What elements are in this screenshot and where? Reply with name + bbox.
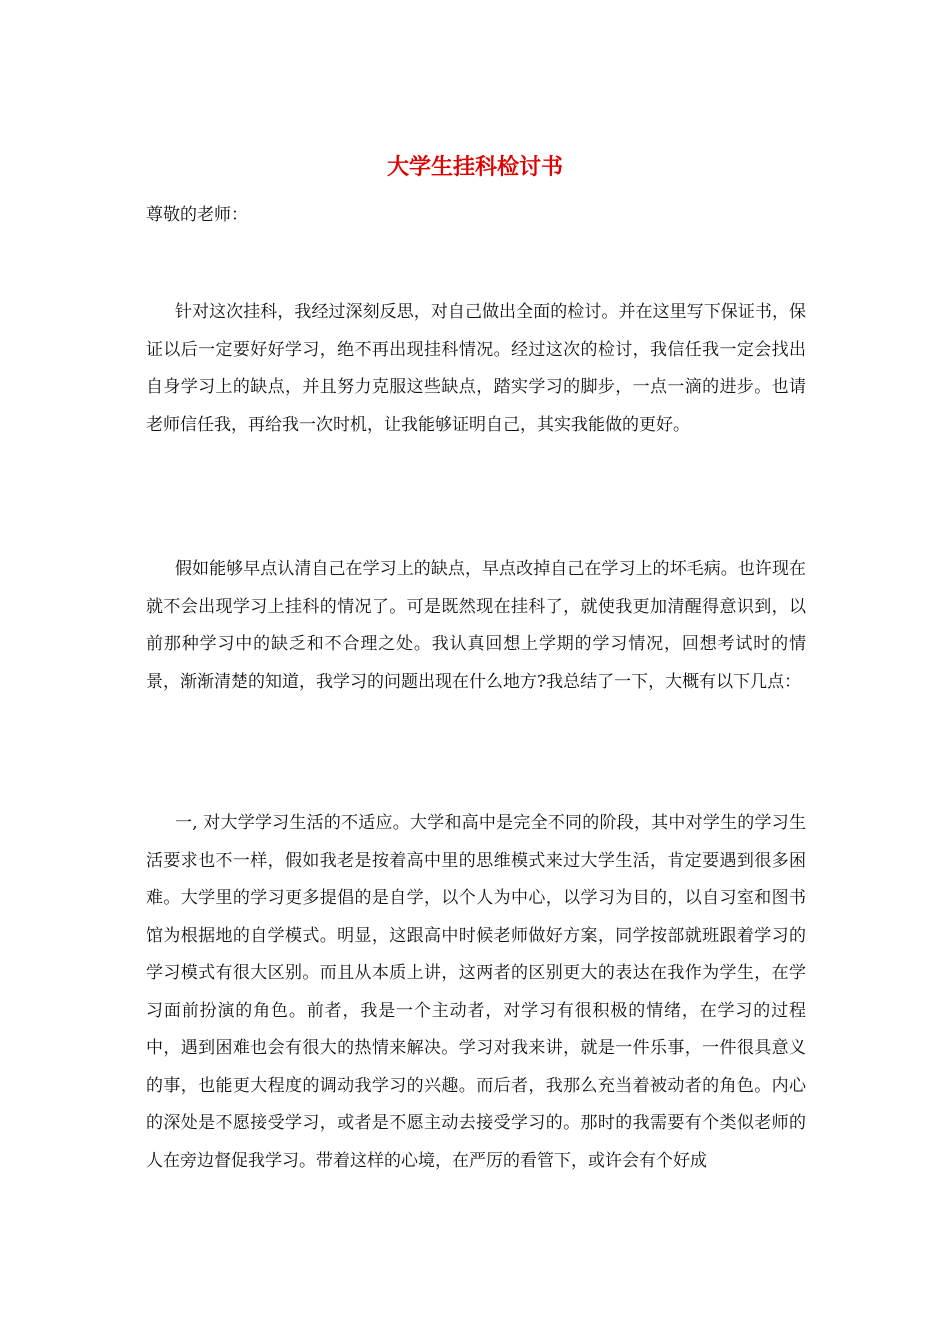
body-paragraph-3: 一, 对大学学习生活的不适应。大学和高中是完全不同的阶段，其中对学生的学习生活要求也不一样，假如我老是按着高中里的思维模式来过大学生活，肯定要遇到很多困难。大学里的学习更多提倡的是自学，以个人为中心，以学习为目的，以自习室和图书馆为根据地的自学模式。明显，这跟高中时候老师做好方案，同学按部就班跟着学习的学习模式有很大区别。而且从本质上讲，这两者的区别更大的表达在我作为学生，在学习面前扮演的角色。前者，我是一个主动者，对学习有很积极的情绪，在学习的过程中，遇到困难也会有很大的热情来解决。学习对我来讲，就是一件乐事，一件很具意义的事，也能更大程度的调动我学习的兴趣。而后者，我那么充当着被动者的角色。内心的深处是不愿接受学习，或者是不愿主动去接受学习的。那时的我需要有个类似老师的人在旁边督促我学习。带着这样的心境，在严厉的看管下，或许会有个好成 (146, 813, 806, 1171)
document-title: 大学生挂科检讨书 (386, 154, 563, 180)
salutation: 尊敬的老师： (146, 205, 248, 225)
body-paragraph-1: 针对这次挂科，我经过深刻反思，对自己做出全面的检讨。并在这里写下保证书，保证以后一定要好好学习，绝不再出现挂科情况。经过这次的检讨，我信任我一定会找出自身学习上的缺点，并且努力克服这些缺点，踏实学习的脚步，一点一滴的进步。也请老师信任我，再给我一次时机，让我能够证明自己，其实我能做的更好。 (146, 302, 806, 435)
body-paragraph-2: 假如能够早点认清自己在学习上的缺点，早点改掉自己在学习上的坏毛病。也许现在就不会出现学习上挂科的情况了。可是既然现在挂科了，就使我更加清醒得意识到，以前那种学习中的缺乏和不合理之处。我认真回想上学期的学习情况，回想考试时的情景，渐渐清楚的知道，我学习的问题出现在什么地方?我总结了一下，大概有以下几点： (146, 559, 806, 692)
